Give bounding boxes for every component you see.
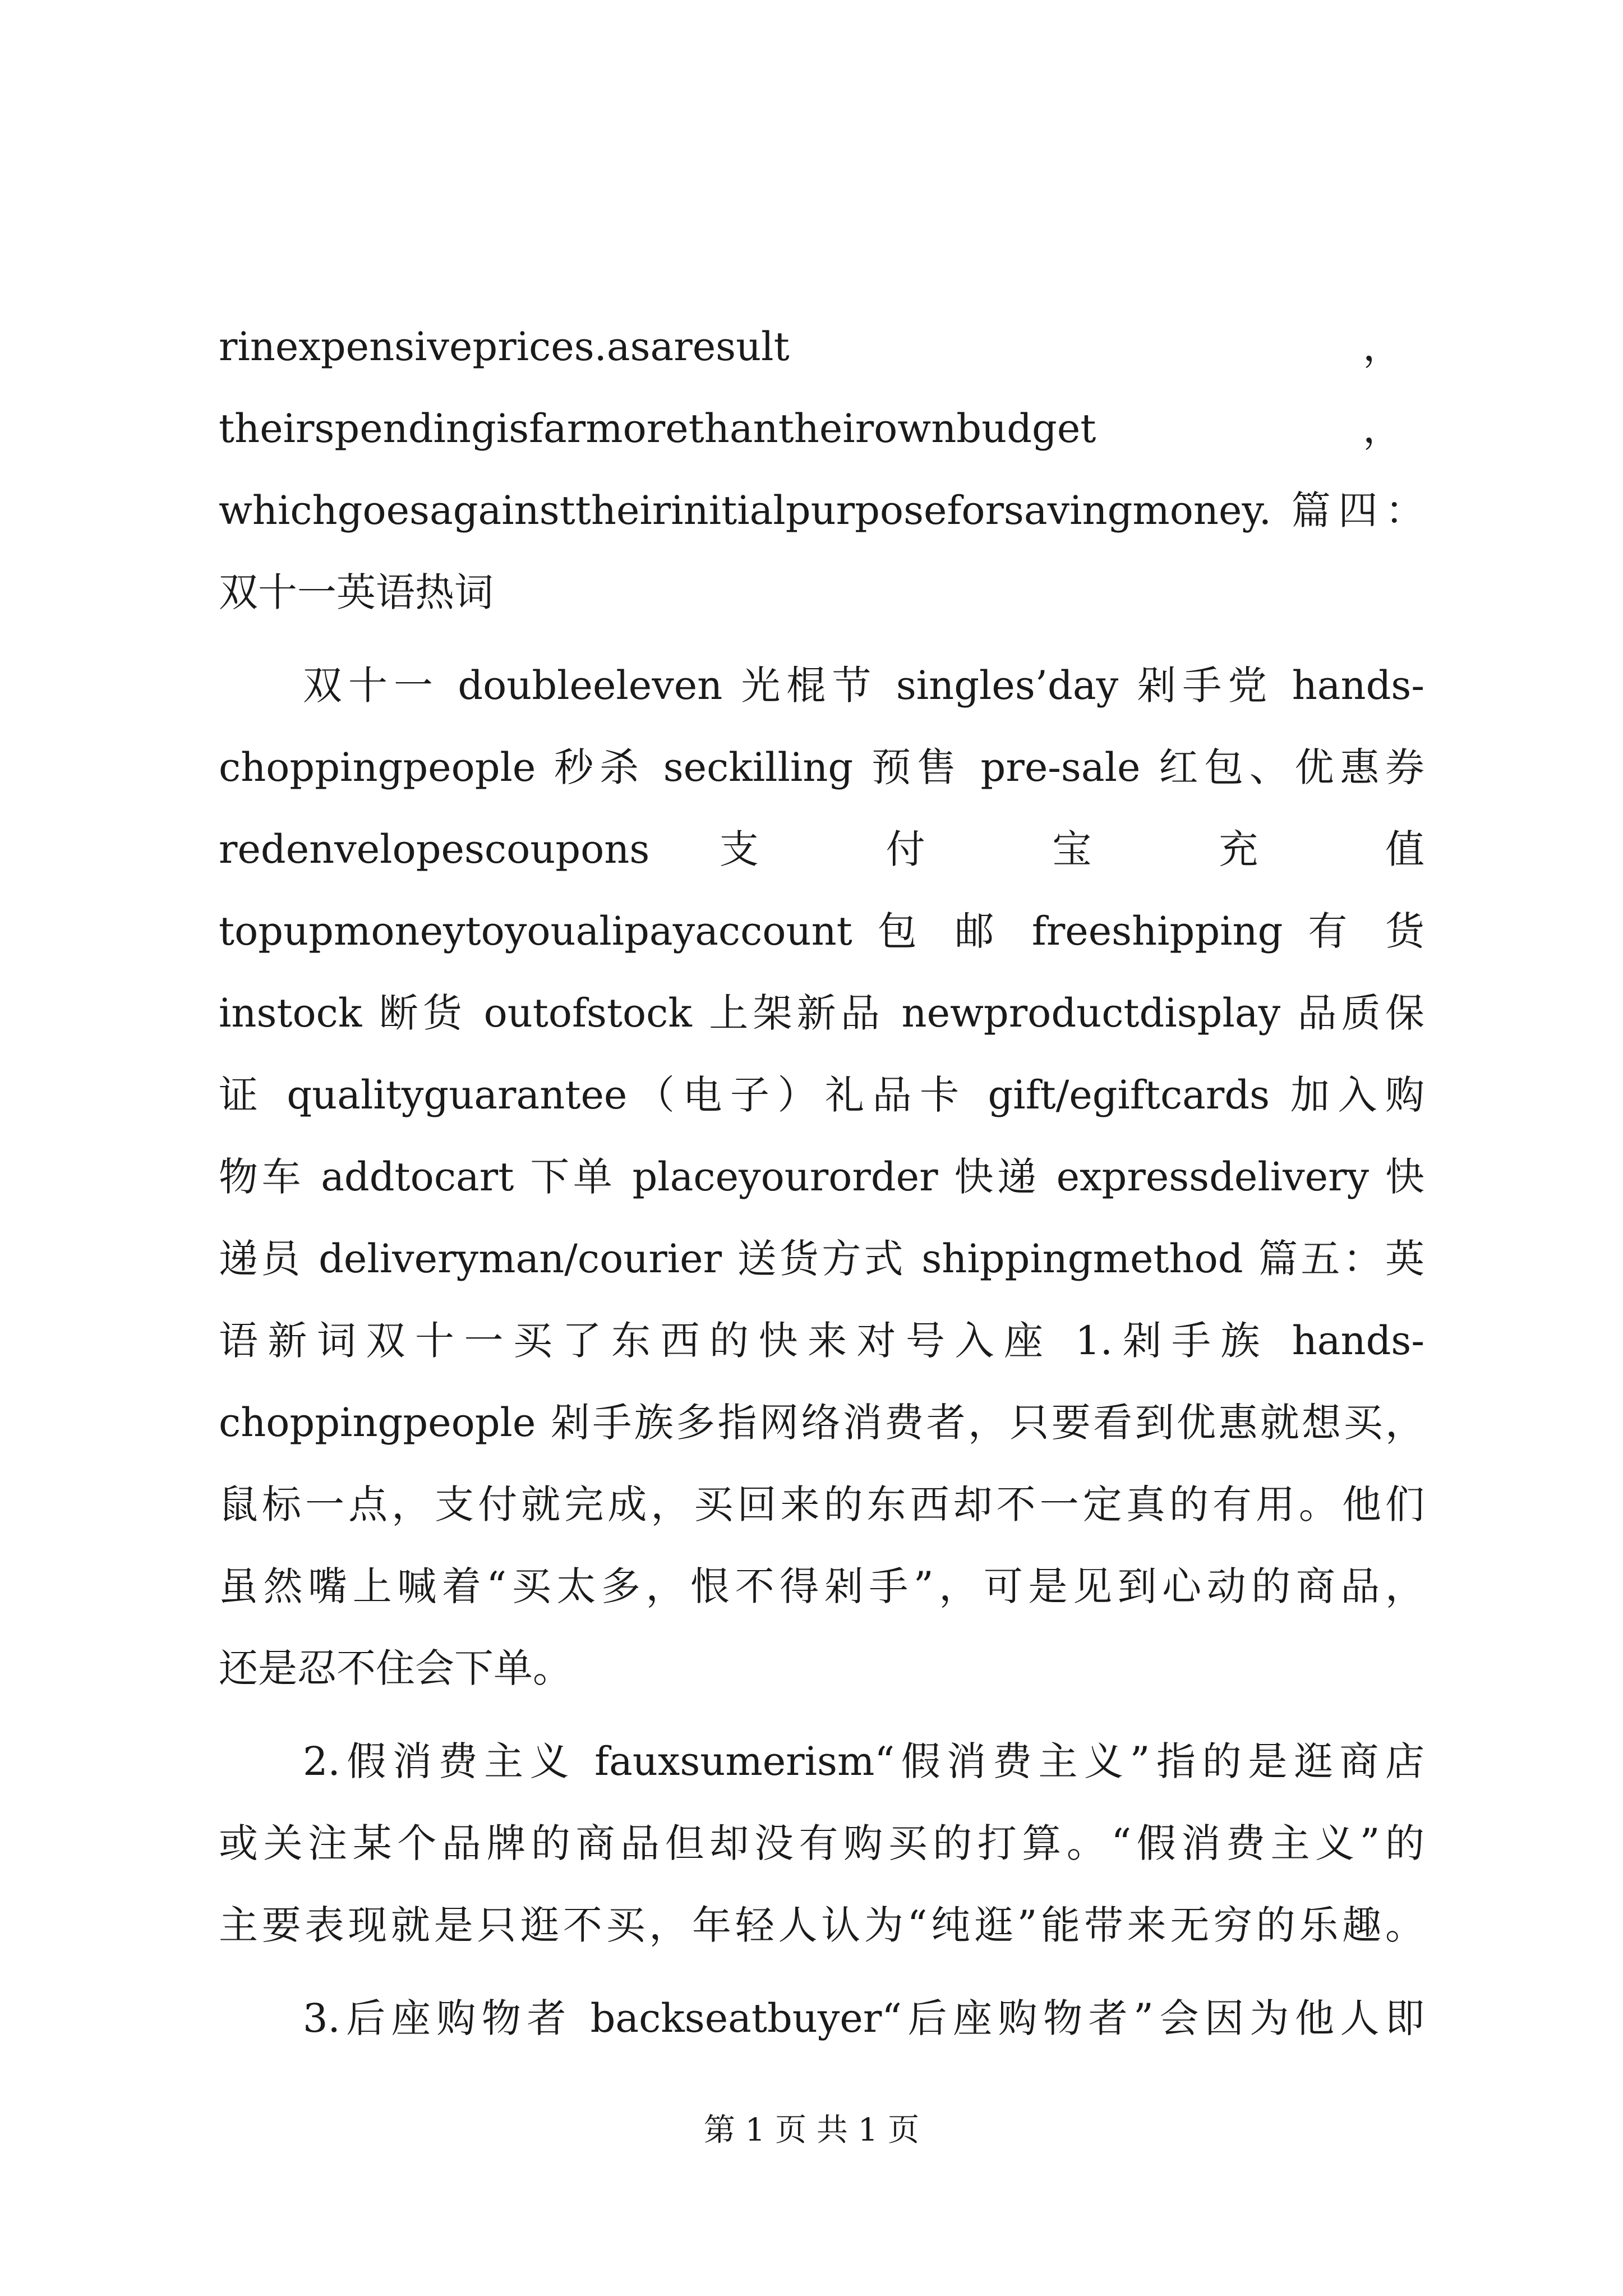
text-line-2-text: theirspendingisfarmorethantheirownbudget bbox=[219, 406, 1096, 452]
text-line-6: choppingpeople 秒杀 seckilling 预售 pre-sale 红包、优惠券 bbox=[219, 744, 1424, 790]
text-line-8: topupmoneytoyoualipayaccount 包 邮 freeshipping 有 货 bbox=[219, 908, 1424, 954]
text-line-21: 3.后座购物者 backseatbuyer“后座购物者”会因为他人即 bbox=[303, 1995, 1424, 2041]
text-line-11: 物车 addtocart 下单 placeyourorder 快递 expressdelivery 快 bbox=[219, 1154, 1424, 1200]
paragraph-gap bbox=[219, 1966, 1424, 1977]
text-line-20: 主要表现就是只逛不买，年轻人认为“纯逛”能带来无穷的乐趣。 bbox=[219, 1902, 1424, 1948]
text-line-3: whichgoesagainsttheirinitialpurposeforsavingmoney. 篇四： bbox=[219, 487, 1424, 533]
text-line-16: 虽然嘴上喊着“买太多，恨不得剁手”，可是见到心动的商品， bbox=[219, 1563, 1424, 1609]
text-line-18: 2.假消费主义 fauxsumerism“假消费主义”指的是逛商店 bbox=[303, 1738, 1424, 1784]
text-line-7: redenvelopescoupons 支 付 宝 充 值 bbox=[219, 826, 1424, 872]
paragraph-gap bbox=[219, 1709, 1424, 1720]
paragraph-gap bbox=[219, 633, 1424, 645]
text-line-5: 双十一 doubleeleven 光棍节 singles’day 剁手党 hands- bbox=[303, 662, 1424, 708]
text-line-15: 鼠标一点，支付就完成，买回来的东西却不一定真的有用。他们 bbox=[219, 1481, 1424, 1527]
text-line-1 bbox=[219, 306, 1424, 388]
text-line-2 bbox=[219, 388, 1424, 470]
text-line-12: 递员 deliveryman/courier 送货方式 shippingmethod 篇五：英 bbox=[219, 1236, 1424, 1282]
text-line-13: 语新词双十一买了东西的快来对号入座 1.剁手族 hands- bbox=[219, 1318, 1424, 1364]
text-line-19: 或关注某个品牌的商品但却没有购买的打算。“假消费主义”的 bbox=[219, 1820, 1424, 1866]
text-line-10: 证 qualityguarantee（电子）礼品卡 gift/egiftcards 加入购 bbox=[219, 1072, 1424, 1118]
text-line-17: 还是忍不住会下单。 bbox=[219, 1645, 572, 1691]
text-line-9: instock 断货 outofstock 上架新品 newproductdisplay 品质保 bbox=[219, 990, 1424, 1036]
text-line-1-text: rinexpensiveprices.asaresult bbox=[219, 324, 790, 370]
trailing-comma-1: ， bbox=[1363, 324, 1402, 370]
text-line-4: 双十一英语热词 bbox=[219, 569, 494, 615]
document-body bbox=[219, 306, 1424, 2059]
text-line-14: choppingpeople 剁手族多指网络消费者，只要看到优惠就想买， bbox=[219, 1400, 1424, 1446]
page-footer: 第 1 页 共 1 页 bbox=[703, 2112, 920, 2148]
trailing-comma-2: ， bbox=[1363, 406, 1402, 452]
